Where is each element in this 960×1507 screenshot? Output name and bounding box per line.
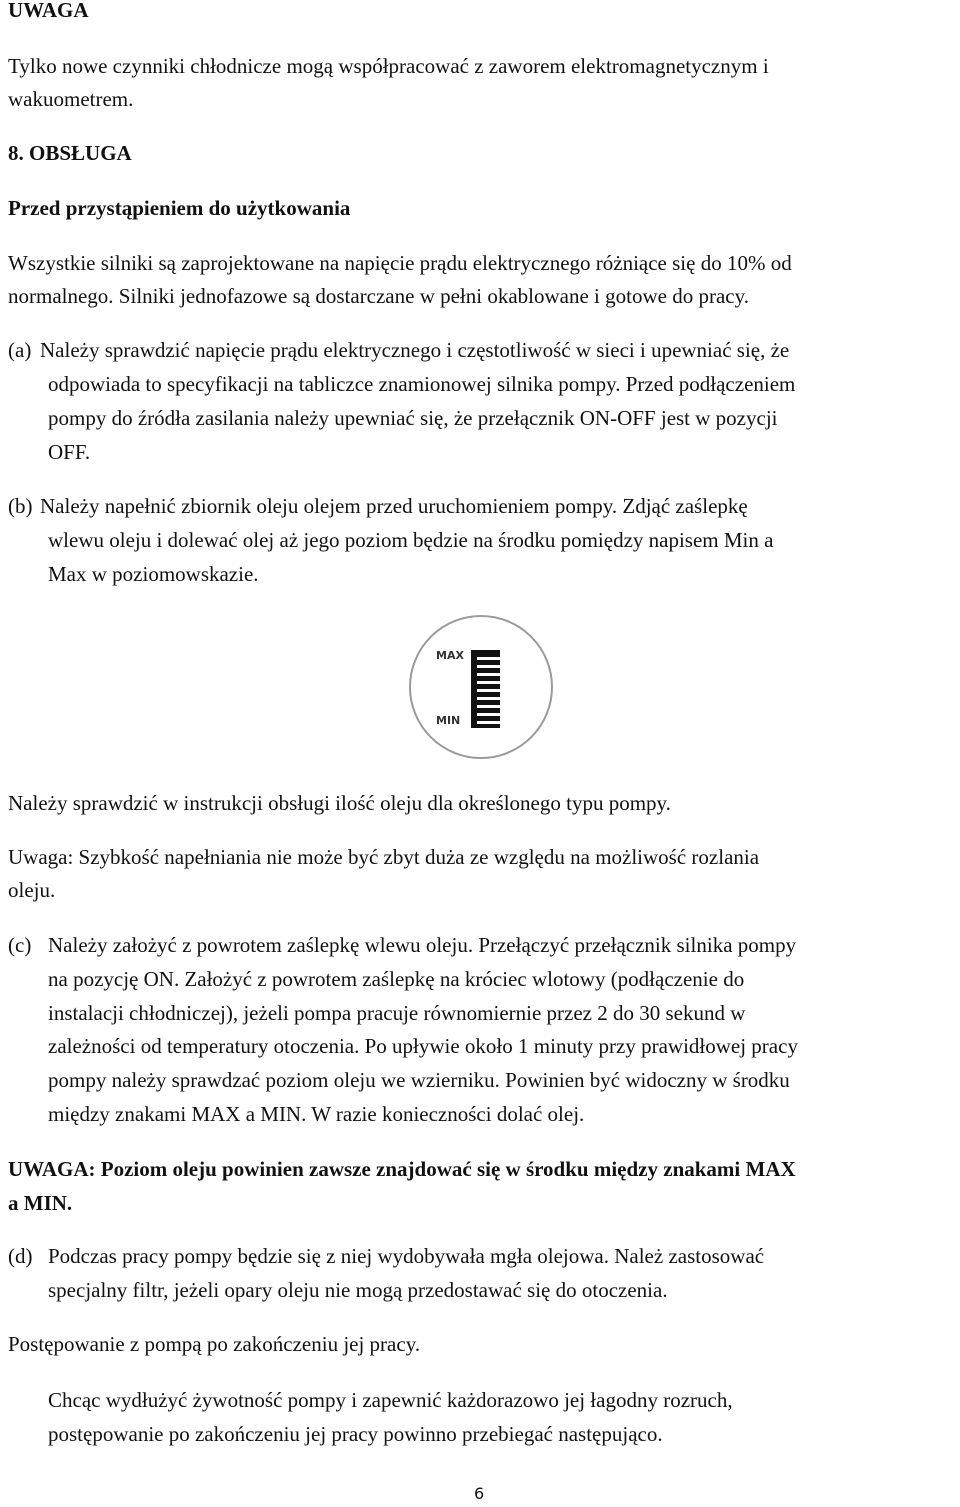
list-item-line: Należy sprawdzić napięcie prądu elektrycznego i częstotliwość w sieci i upewniać się, że bbox=[40, 338, 790, 362]
section-title: 8. OBSŁUGA bbox=[8, 141, 132, 165]
paragraph-line: Wszystkie silniki są zaprojektowane na napięcie prądu elektrycznego różniące się do 10% od bbox=[8, 251, 792, 275]
list-item-line: wlewu oleju i dolewać olej aż jego poziom będzie na środku pomiędzy napisem Min a bbox=[48, 528, 774, 552]
list-item-line: Należy napełnić zbiornik oleju olejem przed uruchomieniem pompy. Zdjąć zaślepkę bbox=[40, 494, 748, 518]
list-item-line: Podczas pracy pompy będzie się z niej wydobywała mgła olejowa. Należ zastosować bbox=[48, 1244, 765, 1268]
list-item-line: pompy należy sprawdzać poziom oleju we wzierniku. Powinien być widoczny w środku bbox=[48, 1068, 790, 1092]
list-marker: (c) bbox=[8, 933, 32, 957]
min-label: MIN bbox=[436, 714, 461, 727]
gauge-scale-ticks bbox=[477, 657, 500, 724]
list-marker: (a) bbox=[8, 338, 32, 362]
list-item-line: specjalny filtr, jeżeli opary oleju nie mogą przedostawać się do otoczenia. bbox=[48, 1278, 668, 1302]
list-item-line: między znakami MAX a MIN. W razie konieczności dolać olej. bbox=[48, 1102, 585, 1126]
max-label: MAX bbox=[436, 649, 464, 662]
paragraph-line: normalnego. Silniki jednofazowe są dostarczane w pełni okablowane i gotowe do pracy. bbox=[8, 284, 749, 308]
paragraph-line: Uwaga: Szybkość napełniania nie może być zbyt duża ze względu na możliwość rozlania bbox=[8, 845, 760, 869]
list-marker: (d) bbox=[8, 1244, 33, 1268]
list-item-line: na pozycję ON. Założyć z powrotem zaślepkę na króciec wlotowy (podłączenie do bbox=[48, 967, 745, 991]
oil-level-gauge-graphic bbox=[405, 612, 557, 762]
list-marker: (b) bbox=[8, 494, 33, 518]
list-item-line: instalacji chłodniczej), jeżeli pompa pracuje równomiernie przez 2 do 30 sekund w bbox=[48, 1001, 746, 1025]
list-item-line: Należy założyć z powrotem zaślepkę wlewu oleju. Przełączyć przełącznik silnika pompy bbox=[48, 933, 797, 957]
paragraph-line: wakuometrem. bbox=[8, 87, 134, 111]
warning-line: UWAGA: Poziom oleju powinien zawsze znajdować się w środku między znakami MAX bbox=[8, 1157, 796, 1181]
list-item-line: pompy do źródła zasilania należy upewniać się, że przełącznik ON-OFF jest w pozycji bbox=[48, 406, 778, 430]
oil-level-gauge bbox=[405, 612, 557, 762]
list-item-line: OFF. bbox=[48, 440, 91, 464]
list-item-line: odpowiada to specyfikacji na tabliczce znamionowej silnika pompy. Przed podłączeniem bbox=[48, 372, 796, 396]
list-item-line: Max w poziomowskazie. bbox=[48, 562, 259, 586]
paragraph-line: oleju. bbox=[8, 878, 56, 902]
paragraph-line: postępowanie po zakończeniu jej pracy powinno przebiegać następująco. bbox=[48, 1422, 663, 1446]
paragraph-line: Tylko nowe czynniki chłodnicze mogą współpracować z zaworem elektromagnetycznym i bbox=[8, 54, 769, 78]
subsection-title: Przed przystąpieniem do użytkowania bbox=[8, 196, 351, 220]
paragraph-heading: Postępowanie z pompą po zakończeniu jej pracy. bbox=[8, 1332, 421, 1356]
list-item-line: zależności od temperatury otoczenia. Po upływie około 1 minuty przy prawidłowej pracy bbox=[48, 1034, 798, 1058]
warning-line: a MIN. bbox=[8, 1191, 73, 1215]
page-number: 6 bbox=[474, 1484, 485, 1503]
warning-heading: UWAGA bbox=[8, 0, 89, 22]
paragraph-line: Należy sprawdzić w instrukcji obsługi ilość oleju dla określonego typu pompy. bbox=[8, 791, 671, 815]
paragraph-line: Chcąc wydłużyć żywotność pompy i zapewnić każdorazowo jej łagodny rozruch, bbox=[48, 1388, 733, 1412]
